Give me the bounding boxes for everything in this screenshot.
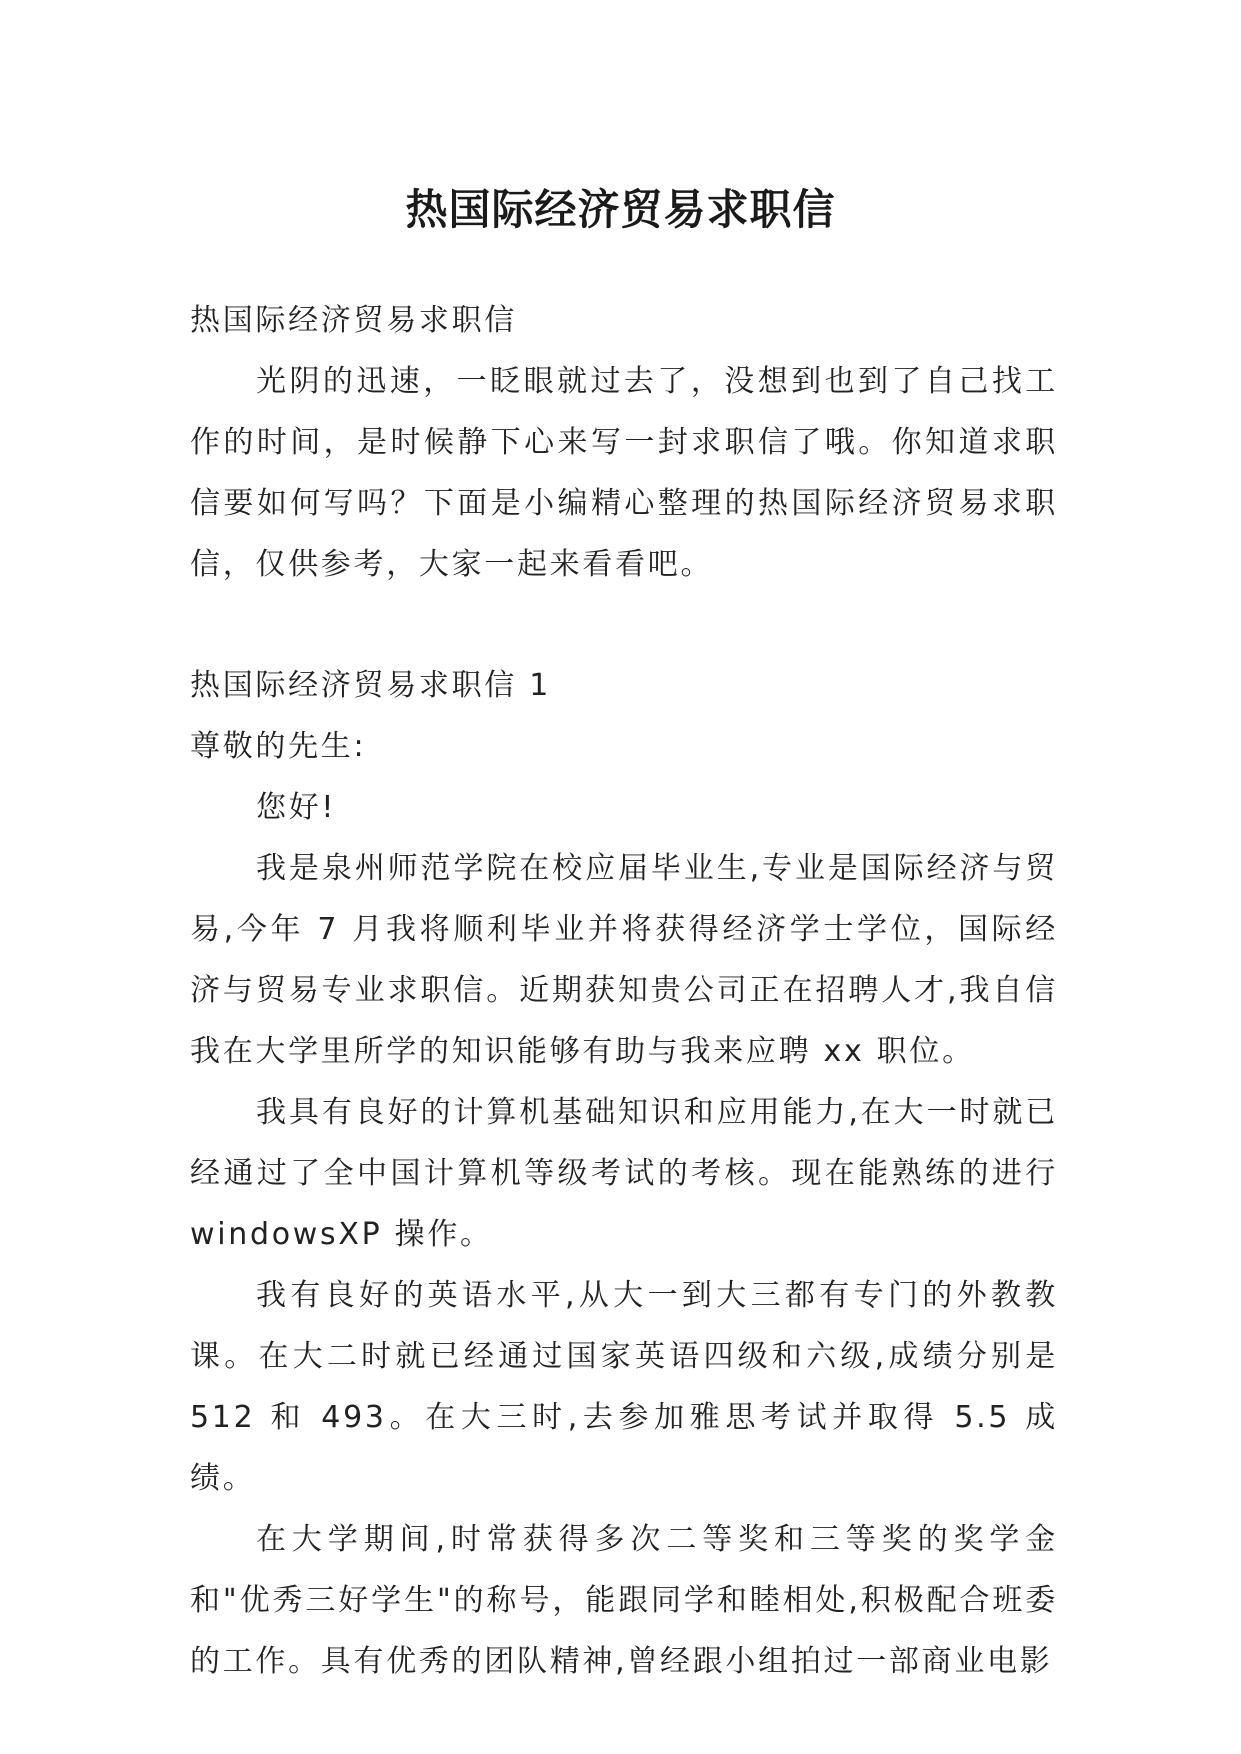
intro-paragraph: 光阴的迅速，一眨眼就过去了，没想到也到了自己找工作的时间，是时候静下心来写一封求职信了哦。你知道求职信要如何写吗？下面是小编精心整理的热国际经济贸易求职信，仅供参考，大家一起来看看吧。 (190, 364, 1058, 582)
body-paragraph: 我是泉州师范学院在校应届毕业生,专业是国际经济与贸易,今年 7 月我将顺利毕业并将获得经济学士学位，国际经济与贸易专业求职信。近期获知贵公司正在招聘人才,我自信我在大学里所学的知识能够有助与我来应聘 xx 职位。 (190, 851, 1058, 1069)
section-heading: 热国际经济贸易求职信 1 (190, 668, 552, 703)
body-paragraph: 我具有良好的计算机基础知识和应用能力,在大一时就已经通过了全中国计算机等级考试的考核。现在能熟练的进行 windowsXP 操作。 (190, 1095, 1058, 1252)
body-paragraph: 我有良好的英语水平,从大一到大三都有专门的外教教课。在大二时就已经通过国家英语四级和六级,成绩分别是 512 和 493。在大三时,去参加雅思考试并取得 5.5 成绩。 (190, 1278, 1058, 1496)
document-subtitle: 热国际经济贸易求职信 (190, 303, 517, 338)
body-paragraph: 在大学期间,时常获得多次二等奖和三等奖的奖学金和"优秀三好学生"的称号，能跟同学和睦相处,积极配合班委的工作。具有优秀的团队精神,曾经跟小组拍过一部商业电影 (190, 1522, 1058, 1679)
document-title: 热国际经济贸易求职信 (405, 185, 836, 235)
document-body (190, 290, 1058, 1692)
greeting: 您好! (256, 790, 337, 825)
salutation: 尊敬的先生: (190, 729, 367, 764)
